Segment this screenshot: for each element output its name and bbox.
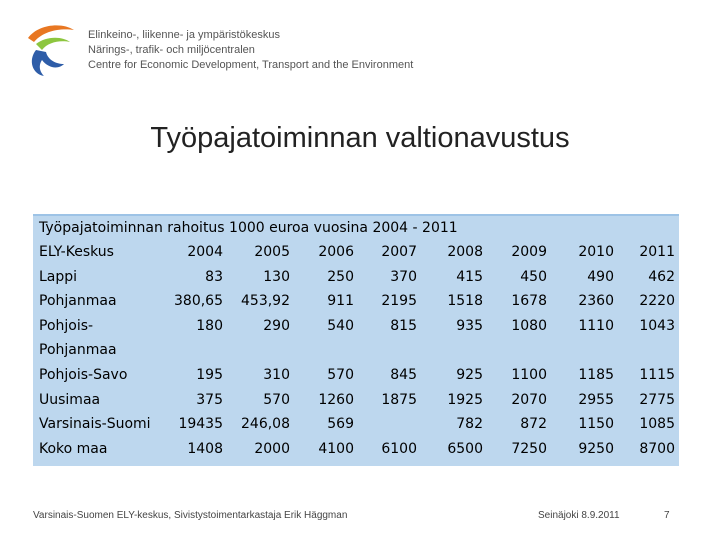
table-value: 8700 <box>639 440 675 457</box>
org-name-sv: Närings-, trafik- och miljöcentralen <box>88 44 255 56</box>
funding-table-body <box>33 214 679 466</box>
organization-name <box>88 28 413 73</box>
row-label: Uusimaa <box>39 391 101 408</box>
table-value: 375 <box>196 391 223 408</box>
year-header: 2007 <box>381 244 417 260</box>
table-value: 935 <box>456 317 483 334</box>
org-name-en: Centre for Economic Development, Transport and the Environment <box>88 59 414 71</box>
table-caption: Työpajatoiminnan rahoitus 1000 euroa vuosina 2004 - 2011 <box>39 220 458 236</box>
table-value: 9250 <box>578 440 614 457</box>
table-value: 2775 <box>639 391 675 408</box>
table-value: 453,92 <box>241 293 290 310</box>
page-number: 7 <box>664 510 670 521</box>
year-header: 2004 <box>187 244 223 260</box>
table-value: 1085 <box>639 416 675 433</box>
table-value: 290 <box>263 317 290 334</box>
row-label: Pohjanmaa <box>39 342 117 359</box>
table-value: 2955 <box>578 391 614 408</box>
table-value: 130 <box>263 268 290 285</box>
table-value: 6500 <box>447 440 483 457</box>
table-value: 1043 <box>639 317 675 334</box>
table-value: 1260 <box>318 391 354 408</box>
table-value: 872 <box>520 416 547 433</box>
table-value: 250 <box>327 268 354 285</box>
table-value: 462 <box>648 268 675 285</box>
ely-logo-icon <box>22 20 78 80</box>
table-value: 195 <box>196 367 223 383</box>
table-value: 83 <box>205 268 223 285</box>
table-value: 925 <box>456 367 483 383</box>
table-value: 815 <box>390 317 417 334</box>
table-value: 7250 <box>511 440 547 457</box>
funding-table <box>33 214 679 466</box>
table-value: 2360 <box>578 293 614 310</box>
table-value: 911 <box>327 293 354 310</box>
org-name-fi: Elinkeino-, liikenne- ja ympäristökeskus <box>88 29 280 41</box>
table-value: 370 <box>390 268 417 285</box>
table-value: 1150 <box>578 416 614 433</box>
row-label: Lappi <box>39 268 78 285</box>
footer-author: Varsinais-Suomen ELY-keskus, Sivistystoimentarkastaja Erik Häggman <box>33 510 348 521</box>
table-value: 2195 <box>381 293 417 310</box>
table-value: 380,65 <box>174 293 223 310</box>
year-header: 2006 <box>318 244 354 260</box>
table-value: 310 <box>263 367 290 383</box>
table-value: 19435 <box>178 416 223 433</box>
table-value: 570 <box>263 391 290 408</box>
table-value: 1875 <box>381 391 417 408</box>
table-value: 1518 <box>447 293 483 310</box>
table-value: 246,08 <box>241 416 290 433</box>
table-value: 2220 <box>639 293 675 310</box>
table-value: 180 <box>196 317 223 334</box>
table-value: 1925 <box>447 391 483 408</box>
year-header: 2008 <box>447 244 483 260</box>
table-value: 1408 <box>187 440 223 457</box>
table-value: 490 <box>587 268 614 285</box>
table-value: 450 <box>520 268 547 285</box>
row-label: Pohjois-Savo <box>39 367 128 383</box>
row-label: Koko maa <box>39 440 108 457</box>
table-value: 540 <box>327 317 354 334</box>
table-value: 569 <box>327 416 354 433</box>
ely-logo <box>22 20 78 80</box>
table-value: 6100 <box>381 440 417 457</box>
table-value: 4100 <box>318 440 354 457</box>
row-label: Pohjanmaa <box>39 293 117 310</box>
table-value: 570 <box>327 367 354 383</box>
table-value: 1185 <box>578 367 614 383</box>
table-value: 1100 <box>511 367 547 383</box>
table-value: 2070 <box>511 391 547 408</box>
table-value: 2000 <box>254 440 290 457</box>
table-value: 1115 <box>639 367 675 383</box>
table-value: 1110 <box>578 317 614 334</box>
slide-title: Työpajatoiminnan valtionavustus <box>150 122 570 154</box>
row-label: Varsinais-Suomi <box>39 416 151 433</box>
row-label: Pohjois- <box>39 317 94 334</box>
table-value: 1080 <box>511 317 547 334</box>
table-value: 782 <box>456 416 483 433</box>
year-header: 2005 <box>254 244 290 260</box>
year-header: 2011 <box>639 244 675 260</box>
table-value: 1678 <box>511 293 547 310</box>
table-value: 845 <box>390 367 417 383</box>
year-header: 2009 <box>511 244 547 260</box>
year-header: 2010 <box>578 244 614 260</box>
table-value: 415 <box>456 268 483 285</box>
footer-date: Seinäjoki 8.9.2011 <box>538 510 620 521</box>
column-header-ely: ELY-Keskus <box>39 244 114 260</box>
